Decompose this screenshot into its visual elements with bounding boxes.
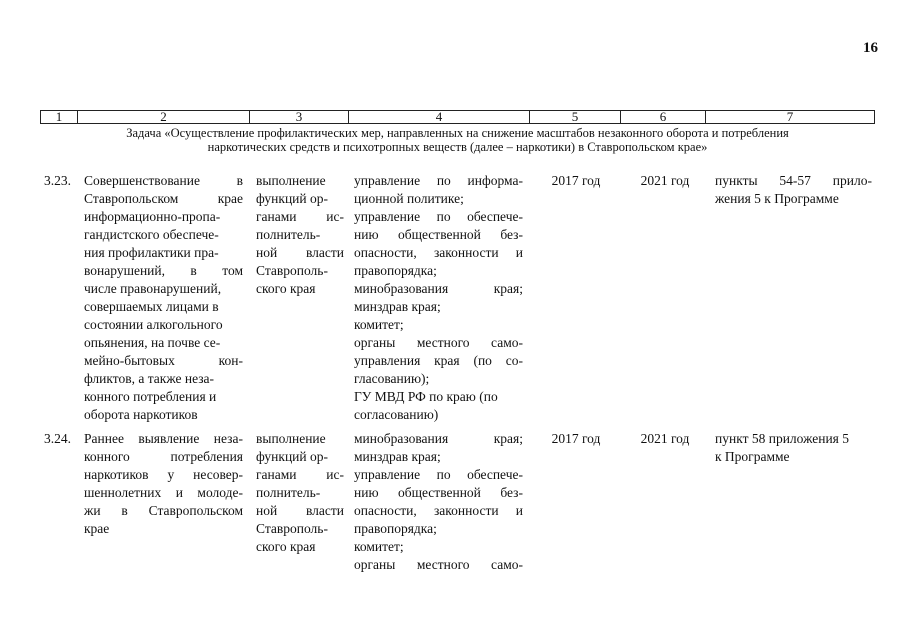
text-line: выполнение — [256, 173, 326, 188]
executors — [354, 430, 523, 574]
text-line: Ставрополь- — [256, 263, 328, 278]
text-line: полнитель- — [256, 227, 321, 242]
text-line: жи в Ставропольском — [84, 503, 243, 518]
task-line-2: наркотических средств и психотропных веществ (далее – наркотики) в Ставропольском крае» — [207, 140, 708, 154]
header-col-2: 2 — [77, 110, 250, 124]
text-line: минобразования края; — [354, 281, 523, 296]
text-line: органы местного само- — [354, 335, 523, 350]
text-line: Совершенствование в — [84, 173, 243, 188]
measure-type — [256, 172, 344, 298]
text-line: гласованию); — [354, 371, 430, 386]
text-line: ГУ МВД РФ по краю (по — [354, 389, 498, 404]
start-year: 2017 год — [551, 173, 601, 188]
text-line: минздрав края; — [354, 449, 441, 464]
text-line: ганами ис- — [256, 467, 344, 482]
measure-type — [256, 430, 344, 556]
text-line: ной власти — [256, 503, 344, 518]
text-line: оборота наркотиков — [84, 407, 198, 422]
text-line: крае — [84, 521, 110, 536]
text-line: ского края — [256, 539, 316, 554]
measure-name — [84, 172, 243, 424]
header-col-7: 7 — [705, 110, 875, 124]
text-line: вонарушений, в том — [84, 263, 243, 278]
header-col-6: 6 — [620, 110, 706, 124]
text-line: минздрав края; — [354, 299, 441, 314]
header-col-4: 4 — [348, 110, 530, 124]
text-line: к Программе — [715, 449, 790, 464]
text-line: управление по обеспече- — [354, 467, 523, 482]
text-line: правопорядка; — [354, 521, 437, 536]
text-line: опьянения, на почве се- — [84, 335, 221, 350]
text-line: жения 5 к Программе — [715, 191, 839, 206]
text-line: шеннолетних и молоде- — [84, 485, 243, 500]
text-line: согласованию) — [354, 407, 439, 422]
text-line: ционной политике; — [354, 191, 464, 206]
text-line: пункт 58 приложения 5 — [715, 431, 850, 446]
text-line: полнитель- — [256, 485, 321, 500]
measure-name — [84, 430, 243, 538]
text-line: Раннее выявление неза- — [84, 431, 243, 446]
text-line: гандистского обеспече- — [84, 227, 219, 242]
text-line: информационно-пропа- — [84, 209, 221, 224]
text-line: правопорядка; — [354, 263, 437, 278]
header-col-3: 3 — [249, 110, 349, 124]
text-line: нию общественной без- — [354, 485, 523, 500]
program-link — [715, 172, 872, 208]
text-line: минобразования края; — [354, 431, 523, 446]
text-line: управления края (по со- — [354, 353, 523, 368]
text-line: опасности, законности и — [354, 245, 523, 260]
text-line: Ставрополь- — [256, 521, 328, 536]
text-line: органы местного само- — [354, 557, 523, 572]
text-line: наркотиков у несовер- — [84, 467, 243, 482]
text-line: мейно-бытовых кон- — [84, 353, 243, 368]
end-year: 2021 год — [640, 173, 690, 188]
text-line: ского края — [256, 281, 316, 296]
executors — [354, 172, 523, 424]
page-number: 16 — [863, 40, 878, 56]
text-line: ной власти — [256, 245, 344, 260]
text-line: функций ор- — [256, 449, 328, 464]
text-line: управление по обеспече- — [354, 209, 523, 224]
row-number: 3.23. — [44, 173, 71, 188]
row-number: 3.24. — [44, 431, 71, 446]
text-line: Ставропольском крае — [84, 191, 243, 206]
end-year: 2021 год — [640, 431, 690, 446]
text-line: нию общественной без- — [354, 227, 523, 242]
start-year: 2017 год — [551, 431, 601, 446]
text-line: фликтов, а также неза- — [84, 371, 215, 386]
text-line: выполнение — [256, 431, 326, 446]
text-line: совершаемых лицами в — [84, 299, 219, 314]
text-line: ния профилактики пра- — [84, 245, 219, 260]
program-link — [715, 430, 875, 466]
text-line: состоянии алкогольного — [84, 317, 223, 332]
text-line: опасности, законности и — [354, 503, 523, 518]
text-line: комитет; — [354, 317, 404, 332]
text-line: конного потребления и — [84, 389, 217, 404]
header-col-1: 1 — [40, 110, 78, 124]
text-line: управление по информа- — [354, 173, 523, 188]
text-line: функций ор- — [256, 191, 328, 206]
text-line: пункты 54-57 прило- — [715, 173, 872, 188]
text-line: ганами ис- — [256, 209, 344, 224]
header-col-5: 5 — [529, 110, 621, 124]
text-line: числе правонарушений, — [84, 281, 222, 296]
text-line: конного потребления — [84, 449, 243, 464]
task-line-1: Задача «Осуществление профилактических мер, направленных на снижение масштабов незаконного оборота и потребления — [126, 126, 789, 140]
text-line: комитет; — [354, 539, 404, 554]
